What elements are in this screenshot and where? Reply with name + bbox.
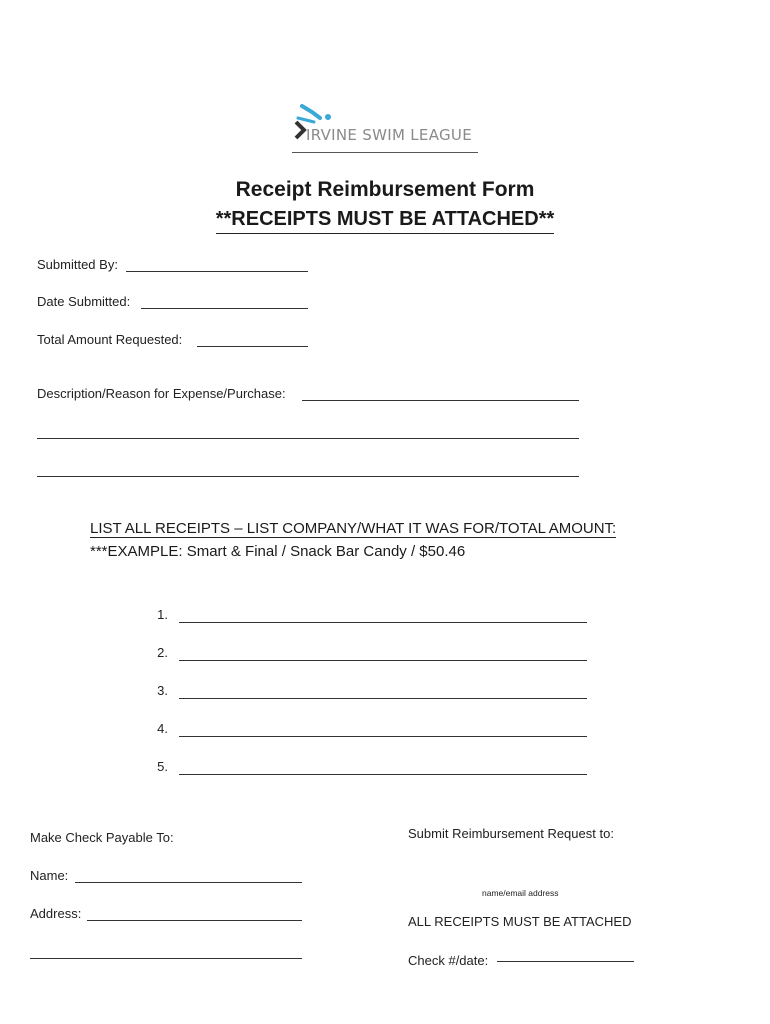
description-line-2[interactable]: [37, 423, 579, 439]
receipt-line-3[interactable]: [179, 683, 587, 699]
receipt-number: 1.: [157, 607, 168, 622]
submitted-by-label: Submitted By:: [37, 257, 118, 272]
receipt-number: 3.: [157, 683, 168, 698]
submit-heading: Submit Reimbursement Request to:: [408, 826, 614, 841]
payable-heading: Make Check Payable To:: [30, 830, 174, 845]
receipts-heading: LIST ALL RECEIPTS – LIST COMPANY/WHAT IT WAS FOR/TOTAL AMOUNT:: [90, 520, 617, 537]
date-submitted-label: Date Submitted:: [37, 294, 131, 309]
receipt-number: 5.: [157, 759, 168, 774]
payee-name-field[interactable]: [75, 867, 302, 883]
payee-name-label: Name:: [30, 868, 69, 883]
logo-divider: [292, 152, 478, 153]
receipt-number: 2.: [157, 645, 168, 660]
logo-text: IRVINE SWIM LEAGUE: [306, 126, 472, 144]
subtitle-wrap: [0, 208, 770, 234]
payee-address-field[interactable]: [87, 905, 302, 921]
receipts-example: ***EXAMPLE: Smart & Final / Snack Bar Candy / $50.46: [90, 543, 466, 560]
name-email-caption: name/email address: [482, 888, 559, 898]
submitted-by-field[interactable]: [126, 256, 308, 272]
receipt-line-4[interactable]: [179, 721, 587, 737]
total-amount-field[interactable]: [197, 331, 308, 347]
description-line-3[interactable]: [37, 461, 579, 477]
form-title: Receipt Reimbursement Form: [235, 178, 535, 201]
payee-address-line-2[interactable]: [30, 943, 302, 959]
check-date-field[interactable]: [497, 946, 634, 962]
description-label: Description/Reason for Expense/Purchase:: [37, 386, 286, 401]
receipts-note: ALL RECEIPTS MUST BE ATTACHED: [408, 914, 632, 929]
check-date-label: Check #/date:: [408, 953, 489, 968]
payee-address-label: Address:: [30, 906, 82, 921]
receipt-line-1[interactable]: [179, 607, 587, 623]
date-submitted-field[interactable]: [141, 293, 308, 309]
description-field[interactable]: [302, 385, 579, 401]
receipt-line-2[interactable]: [179, 645, 587, 661]
receipt-line-5[interactable]: [179, 759, 587, 775]
form-subtitle: **RECEIPTS MUST BE ATTACHED**: [216, 208, 555, 234]
receipt-number: 4.: [157, 721, 168, 736]
total-amount-label: Total Amount Requested:: [37, 332, 183, 347]
